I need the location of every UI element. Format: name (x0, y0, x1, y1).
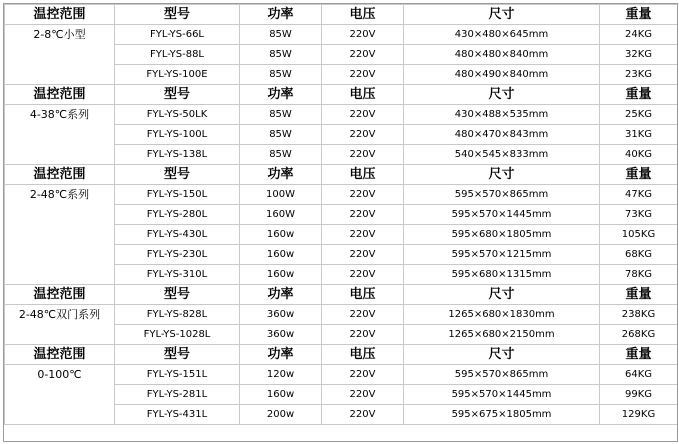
model-cell: FYL-YS-100E (115, 65, 240, 85)
spec-table (4, 4, 678, 425)
range-label: 2-48℃双门系列 (18, 308, 101, 321)
header-weight: 重量 (600, 85, 678, 105)
range-cell (5, 25, 115, 85)
table-row (5, 25, 678, 45)
size-cell: 1265×680×2150mm (404, 325, 600, 345)
voltage-cell: 220V (322, 45, 404, 65)
header-range: 温控范围 (5, 285, 115, 305)
header-voltage: 电压 (322, 5, 404, 25)
voltage-cell: 220V (322, 225, 404, 245)
size-cell: 595×570×1215mm (404, 245, 600, 265)
power-cell: 85W (240, 125, 322, 145)
voltage-cell: 220V (322, 105, 404, 125)
voltage-cell: 220V (322, 305, 404, 325)
header-range: 温控范围 (5, 165, 115, 185)
voltage-cell: 220V (322, 405, 404, 425)
table-row (5, 185, 678, 205)
size-cell: 595×570×865mm (404, 185, 600, 205)
weight-cell: 238KG (600, 305, 678, 325)
header-range: 温控范围 (5, 85, 115, 105)
power-cell: 85W (240, 65, 322, 85)
header-power: 功率 (240, 85, 322, 105)
weight-cell: 25KG (600, 105, 678, 125)
weight-cell: 99KG (600, 385, 678, 405)
weight-cell: 78KG (600, 265, 678, 285)
model-cell: FYL-YS-828L (115, 305, 240, 325)
size-cell: 595×570×1445mm (404, 205, 600, 225)
power-cell: 360w (240, 325, 322, 345)
model-cell: FYL-YS-151L (115, 365, 240, 385)
weight-cell: 64KG (600, 365, 678, 385)
header-row (5, 85, 678, 105)
header-row (5, 345, 678, 365)
model-cell: FYL-YS-230L (115, 245, 240, 265)
header-model: 型号 (115, 5, 240, 25)
size-cell: 595×680×1805mm (404, 225, 600, 245)
weight-cell: 73KG (600, 205, 678, 225)
header-row (5, 165, 678, 185)
power-cell: 100W (240, 185, 322, 205)
voltage-cell: 220V (322, 65, 404, 85)
header-row (5, 285, 678, 305)
header-voltage: 电压 (322, 165, 404, 185)
header-size: 尺寸 (404, 285, 600, 305)
size-cell: 480×490×840mm (404, 65, 600, 85)
header-size: 尺寸 (404, 345, 600, 365)
header-size: 尺寸 (404, 5, 600, 25)
size-cell: 595×680×1315mm (404, 265, 600, 285)
size-cell: 430×488×535mm (404, 105, 600, 125)
size-cell: 595×570×1445mm (404, 385, 600, 405)
header-weight: 重量 (600, 165, 678, 185)
table-row (5, 305, 678, 325)
model-cell: FYL-YS-150L (115, 185, 240, 205)
weight-cell: 23KG (600, 65, 678, 85)
table-row (5, 105, 678, 125)
power-cell: 160w (240, 225, 322, 245)
header-weight: 重量 (600, 285, 678, 305)
weight-cell: 24KG (600, 25, 678, 45)
spec-table-body (5, 5, 678, 425)
header-size: 尺寸 (404, 85, 600, 105)
weight-cell: 268KG (600, 325, 678, 345)
header-row (5, 5, 678, 25)
weight-cell: 68KG (600, 245, 678, 265)
power-cell: 360w (240, 305, 322, 325)
table-row (5, 365, 678, 385)
voltage-cell: 220V (322, 205, 404, 225)
size-cell: 540×545×833mm (404, 145, 600, 165)
header-power: 功率 (240, 5, 322, 25)
header-voltage: 电压 (322, 85, 404, 105)
size-cell: 595×570×865mm (404, 365, 600, 385)
header-range: 温控范围 (5, 345, 115, 365)
power-cell: 85W (240, 145, 322, 165)
header-model: 型号 (115, 165, 240, 185)
voltage-cell: 220V (322, 385, 404, 405)
voltage-cell: 220V (322, 325, 404, 345)
header-size: 尺寸 (404, 165, 600, 185)
model-cell: FYL-YS-280L (115, 205, 240, 225)
range-label: 0-100℃ (37, 368, 82, 381)
model-cell: FYL-YS-138L (115, 145, 240, 165)
header-model: 型号 (115, 285, 240, 305)
model-cell: FYL-YS-1028L (115, 325, 240, 345)
power-cell: 160w (240, 265, 322, 285)
weight-cell: 129KG (600, 405, 678, 425)
range-cell (5, 365, 115, 425)
size-cell: 595×675×1805mm (404, 405, 600, 425)
power-cell: 85W (240, 45, 322, 65)
range-label: 2-48℃系列 (29, 188, 90, 201)
size-cell: 480×480×840mm (404, 45, 600, 65)
power-cell: 160w (240, 385, 322, 405)
header-power: 功率 (240, 285, 322, 305)
power-cell: 160w (240, 245, 322, 265)
weight-cell: 31KG (600, 125, 678, 145)
weight-cell: 47KG (600, 185, 678, 205)
size-cell: 480×470×843mm (404, 125, 600, 145)
range-cell (5, 185, 115, 285)
model-cell: FYL-YS-281L (115, 385, 240, 405)
header-weight: 重量 (600, 345, 678, 365)
voltage-cell: 220V (322, 365, 404, 385)
header-model: 型号 (115, 345, 240, 365)
model-cell: FYL-YS-310L (115, 265, 240, 285)
voltage-cell: 220V (322, 245, 404, 265)
header-power: 功率 (240, 165, 322, 185)
range-cell (5, 105, 115, 165)
header-power: 功率 (240, 345, 322, 365)
model-cell: FYL-YS-66L (115, 25, 240, 45)
weight-cell: 105KG (600, 225, 678, 245)
model-cell: FYL-YS-430L (115, 225, 240, 245)
header-weight: 重量 (600, 5, 678, 25)
power-cell: 85W (240, 105, 322, 125)
weight-cell: 40KG (600, 145, 678, 165)
voltage-cell: 220V (322, 125, 404, 145)
range-cell (5, 305, 115, 345)
model-cell: FYL-YS-431L (115, 405, 240, 425)
range-label: 2-8℃小型 (33, 28, 86, 41)
model-cell: FYL-YS-100L (115, 125, 240, 145)
header-voltage: 电压 (322, 285, 404, 305)
model-cell: FYL-YS-88L (115, 45, 240, 65)
power-cell: 200w (240, 405, 322, 425)
header-range: 温控范围 (5, 5, 115, 25)
size-cell: 430×480×645mm (404, 25, 600, 45)
header-voltage: 电压 (322, 345, 404, 365)
power-cell: 160W (240, 205, 322, 225)
size-cell: 1265×680×1830mm (404, 305, 600, 325)
model-cell: FYL-YS-50LK (115, 105, 240, 125)
range-label: 4-38℃系列 (29, 108, 90, 121)
power-cell: 85W (240, 25, 322, 45)
power-cell: 120w (240, 365, 322, 385)
voltage-cell: 220V (322, 185, 404, 205)
voltage-cell: 220V (322, 265, 404, 285)
voltage-cell: 220V (322, 145, 404, 165)
weight-cell: 32KG (600, 45, 678, 65)
voltage-cell: 220V (322, 25, 404, 45)
header-model: 型号 (115, 85, 240, 105)
